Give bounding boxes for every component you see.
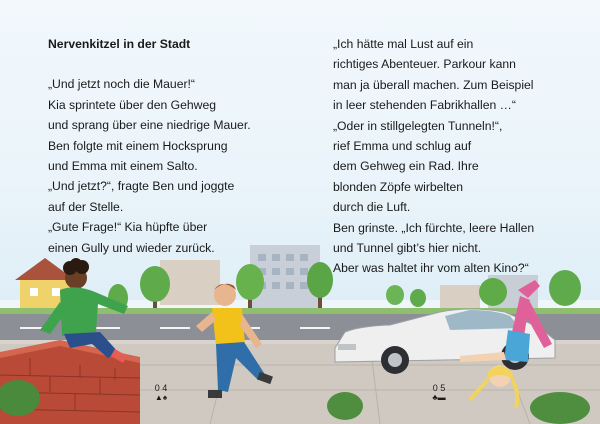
text-line: richtiges Abenteuer. Parkour kann (333, 57, 516, 72)
right-page-number (424, 383, 454, 403)
text-line: man ja überall machen. Zum Beispiel (333, 77, 534, 92)
text-line: und Emma mit einem Salto. (48, 159, 198, 174)
text-line: „Gute Frage!“ Kia hüpfte über (48, 220, 208, 235)
left-page-text (48, 34, 298, 258)
text-line: durch die Luft. (333, 200, 411, 215)
right-page-text (333, 34, 583, 279)
text-line: rief Emma und schlug auf (333, 139, 472, 154)
text-line: dem Gehweg ein Rad. Ihre (333, 159, 479, 174)
text-line: und Tunnel gibt’s hier nicht. (333, 241, 482, 256)
text-line: und sprang über eine niedrige Mauer. (48, 118, 251, 133)
page-number-text: 0 4 (154, 383, 168, 393)
text-line: Ben folgte mit einem Hocksprung (48, 138, 228, 153)
text-line: „Und jetzt?“, fragte Ben und joggte (48, 179, 235, 194)
bush (530, 392, 590, 424)
text-line: Kia sprintete über den Gehweg (48, 97, 217, 112)
text-line: in leer stehenden Fabrikhallen …“ (333, 98, 516, 113)
page-number-symbol: ♣▬ (432, 393, 446, 402)
text-line: einen Gully und wieder zurück. (48, 240, 215, 255)
bush (327, 392, 363, 420)
text-line: Aber was haltet ihr vom alten Kino?“ (333, 261, 529, 276)
text-line: auf der Stelle. (48, 199, 124, 214)
text-line: „Oder in stillgelegten Tunneln!“, (333, 118, 503, 133)
text-line: „Und jetzt noch die Mauer!“ (48, 77, 195, 92)
text-line: blonden Zöpfe wirbelten (333, 179, 464, 194)
chapter-heading: Nervenkitzel in der Stadt (48, 37, 191, 51)
page-number-symbol: ▲♠ (154, 393, 168, 402)
left-page-number (146, 383, 176, 403)
page-number-text: 0 5 (432, 383, 446, 393)
text-line: „Ich hätte mal Lust auf ein (333, 37, 474, 51)
text-line: Ben grinste. „Ich fürchte, leere Hallen (333, 220, 535, 235)
